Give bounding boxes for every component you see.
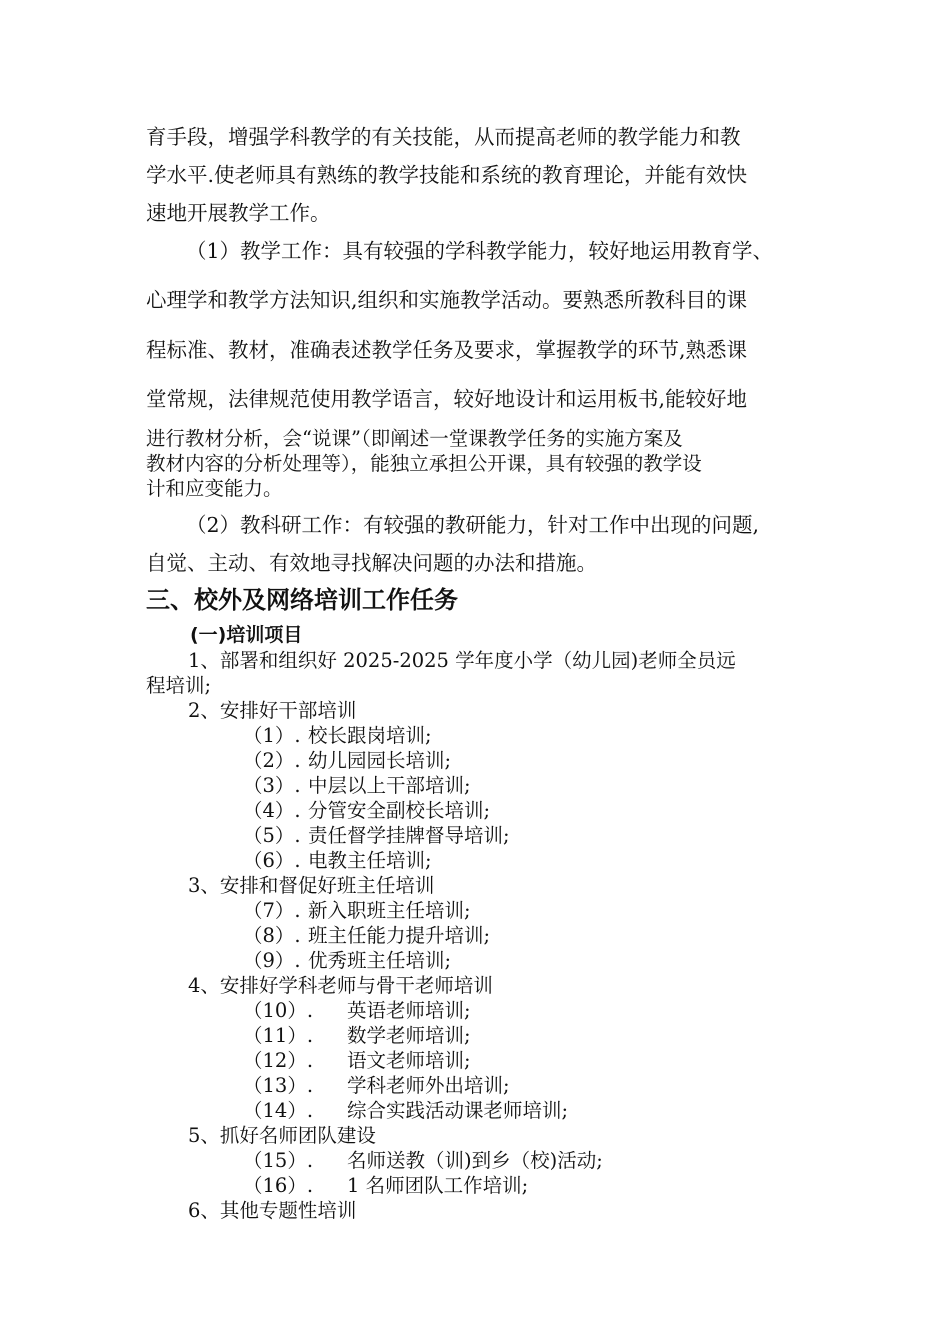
sub-list-number: （13）.: [243, 1074, 314, 1097]
list-item: 6、其他专题性培训: [188, 1199, 357, 1222]
sub-list-text: 综合实践活动课老师培训;: [347, 1099, 569, 1122]
list-item: 3、安排和督促好班主任培训: [188, 874, 435, 897]
sub-list-text: 分管安全副校长培训;: [308, 799, 491, 822]
sub-list-text: 英语老师培训;: [347, 999, 471, 1022]
sub-list-number: （6）.: [243, 849, 301, 872]
section-heading: 三、校外及网络培训工作任务: [146, 586, 458, 614]
list-item: 1、部署和组织好 2025-2025 学年度小学（幼儿园)老师全员远: [188, 649, 736, 672]
sub-list-number: （5）.: [243, 824, 301, 847]
sub-list-text: 学科老师外出培训;: [347, 1074, 510, 1097]
paragraph-line: 速地开展教学工作。: [146, 201, 331, 225]
sub-list-item: [243, 923, 490, 949]
sub-list-item: [243, 748, 451, 774]
sub-list-number: （1）.: [243, 724, 301, 747]
list-item-continuation: 程培训;: [146, 674, 212, 697]
paragraph-line: 教材内容的分析处理等），能独立承担公开课，具有较强的教学设: [146, 452, 702, 475]
sub-list-number: （11）.: [243, 1024, 314, 1047]
sub-list-text: 电教主任培训;: [308, 849, 432, 872]
list-item: 2、安排好干部培训: [188, 699, 357, 722]
sub-list-text: 优秀班主任培训;: [308, 949, 452, 972]
sub-list-number: （14）.: [243, 1099, 314, 1122]
sub-list-item: [243, 1073, 510, 1099]
sub-list-number: （3）.: [243, 774, 301, 797]
sub-list-text: 名师送教（训)到乡（校)活动;: [347, 1149, 603, 1172]
sub-list-text: 数学老师培训;: [347, 1024, 471, 1047]
sub-list-item: [243, 798, 490, 824]
sub-list-text: 责任督学挂牌督导培训;: [308, 824, 510, 847]
sub-list-number: （7）.: [243, 899, 301, 922]
sub-list-number: （8）.: [243, 924, 301, 947]
paragraph-line: 心理学和教学方法知识,组织和实施教学活动。要熟悉所教科目的课: [146, 288, 748, 312]
sub-list-text: 幼儿园园长培训;: [308, 749, 452, 772]
sub-list-item: [243, 1173, 528, 1199]
sub-list-number: （10）.: [243, 999, 314, 1022]
paragraph-line: （1）教学工作：具有较强的学科教学能力，较好地运用教育学、: [186, 239, 774, 263]
sub-list-item: [243, 898, 471, 924]
sub-list-text: 校长跟岗培训;: [308, 724, 432, 747]
paragraph-line: 计和应变能力。: [146, 477, 283, 500]
paragraph-line: （2）教科研工作：有较强的教研能力，针对工作中出现的问题,: [186, 513, 760, 537]
sub-list-number: （2）.: [243, 749, 301, 772]
sub-list-item: [243, 823, 510, 849]
sub-list-text: 语文老师培训;: [347, 1049, 471, 1072]
paragraph-line: 自觉、主动、有效地寻找解决问题的办法和措施。: [146, 551, 597, 575]
sub-list-item: [243, 1148, 603, 1174]
paragraph-line: 堂常规，法律规范使用教学语言，较好地设计和运用板书,能较好地: [146, 387, 748, 411]
sub-list-number: （16）.: [243, 1174, 314, 1197]
sub-list-text: 中层以上干部培训;: [308, 774, 471, 797]
sub-list-item: [243, 773, 471, 799]
subsection-heading: (一)培训项目: [190, 624, 303, 646]
sub-list-item: [243, 998, 471, 1024]
sub-list-number: （4）.: [243, 799, 301, 822]
sub-list-text: 班主任能力提升培训;: [308, 924, 491, 947]
sub-list-item: [243, 1098, 568, 1124]
paragraph-line: 学水平.使老师具有熟练的教学技能和系统的教育理论，并能有效快: [146, 163, 748, 187]
paragraph-line: 育手段，增强学科教学的有关技能，从而提高老师的教学能力和教: [146, 125, 741, 149]
sub-list-text: 1 名师团队工作培训;: [347, 1174, 529, 1197]
sub-list-item: [243, 848, 432, 874]
list-item: 5、抓好名师团队建设: [188, 1124, 376, 1147]
list-item: 4、安排好学科老师与骨干老师培训: [188, 974, 493, 997]
sub-list-number: （12）.: [243, 1049, 314, 1072]
sub-list-text: 新入职班主任培训;: [308, 899, 471, 922]
sub-list-item: [243, 948, 451, 974]
sub-list-item: [243, 1048, 471, 1074]
paragraph-line: 程标准、教材，准确表述教学任务及要求，掌握教学的环节,熟悉课: [146, 338, 748, 362]
sub-list-item: [243, 723, 432, 749]
sub-list-number: （9）.: [243, 949, 301, 972]
sub-list-item: [243, 1023, 471, 1049]
sub-list-number: （15）.: [243, 1149, 314, 1172]
paragraph-line: 进行教材分析，会“说课”（即阐述一堂课教学任务的实施方案及: [146, 427, 683, 450]
